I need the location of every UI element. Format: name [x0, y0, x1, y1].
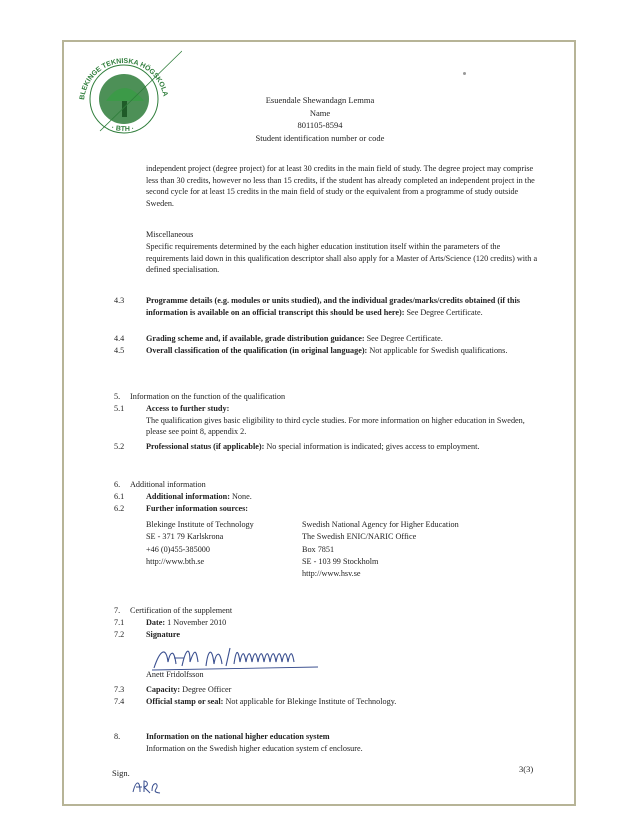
section-number: 8. [114, 732, 121, 741]
section-number: 6.1 [114, 492, 125, 501]
logo-text-top: BLEKINGE TEKNISKA HÖGSKOLA [79, 57, 169, 101]
section-heading: Grading scheme and, if available, grade distribution guidance: [146, 334, 365, 343]
source-line: SE - 371 79 Karlskrona [146, 532, 224, 542]
section-heading: Signature [146, 630, 180, 639]
section-heading: Further information sources: [146, 504, 249, 513]
section-number: 6. [114, 480, 121, 489]
section-heading: Access to further study: [146, 404, 230, 413]
section-text: The qualification gives basic eligibility to third cycle studies. For more information on higher education in Sweden, please see point 8, appendix 2. [146, 415, 525, 437]
section-number: 7.1 [114, 618, 125, 627]
logo-text-bottom: · BTH · [110, 124, 135, 134]
section-text: Information on the Swedish higher education system cf enclosure. [146, 743, 363, 753]
section-number: 7.2 [114, 630, 125, 639]
section-title: Certification of the supplement [130, 606, 233, 615]
misc-title: Miscellaneous [146, 230, 194, 239]
section-heading: Date: [146, 618, 166, 627]
source-line: Blekinge Institute of Technology [146, 520, 254, 529]
section-heading: Professional status (if applicable): [146, 442, 265, 451]
source-bth [146, 519, 254, 568]
student-name-label: Name [309, 107, 331, 118]
student-id: 801105-8594 [297, 120, 343, 130]
section-heading: Capacity: [146, 685, 181, 694]
section-heading: Additional information: [146, 492, 230, 501]
page-number: 3(3) [519, 764, 534, 774]
university-logo [70, 45, 182, 137]
source-line: SE - 103 99 Stockholm [302, 556, 379, 566]
section-text: Not applicable for Blekinge Institute of Technology. [223, 697, 397, 706]
section-text: See Degree Certificate. [364, 334, 443, 343]
section-heading: Programme details (e.g. modules or units studied), and the individual grades/marks/credits obtained (if this information is available on an official transcript this should be used here): [146, 296, 520, 317]
scan-speck [463, 72, 466, 75]
source-link: http://www.hsv.se [302, 569, 361, 579]
section-text: Degree Officer [180, 685, 232, 694]
handwritten-initials [130, 776, 170, 798]
section-text: None. [229, 492, 252, 501]
student-name: Esuendale Shewandagn Lemma [265, 95, 375, 105]
section-number: 5.2 [114, 442, 125, 451]
section-number: 4.3 [114, 296, 125, 305]
section-number: 4.4 [114, 334, 125, 343]
section-heading: Official stamp or seal: [146, 697, 224, 706]
section-heading: Information on the national higher education system [146, 732, 330, 741]
section-number: 5.1 [114, 404, 125, 413]
intro-paragraph: independent project (degree project) for at least 30 credits in the main field of study. The degree project may comprise less than 30 credits, however no less than 15 credits, if the student has already completed an independent project in the second cycle for at least 15 credits in the main field of study or the equivalent from a programme of study outside Sweden. [146, 164, 535, 208]
section-number: 5. [114, 392, 121, 401]
sign-label: Sign. [112, 768, 130, 778]
source-line: The Swedish ENIC/NARIC Office [302, 532, 417, 542]
section-number: 7.4 [114, 697, 125, 706]
section-text: 1 November 2010 [165, 618, 227, 627]
svg-text:· BTH · [111, 124, 134, 133]
section-number: 7.3 [114, 685, 125, 694]
section-title: Additional information [130, 480, 206, 489]
section-heading: Overall classification of the qualification (in original language): [146, 346, 368, 355]
source-line: +46 (0)455-385000 [146, 544, 210, 554]
section-text: Not applicable for Swedish qualifications. [367, 346, 508, 355]
section-number: 6.2 [114, 504, 125, 513]
source-line: Swedish National Agency for Higher Education [302, 520, 459, 529]
section-title: Information on the function of the qualification [130, 392, 286, 401]
misc-paragraph: Specific requirements determined by the each higher education institution itself within the parameters of the requirements laid down in this qualification descriptor shall also apply for a Master of Arts/Science (120 credits) with a defined specialisation. [146, 242, 538, 275]
student-header [200, 94, 440, 144]
section-text: See Degree Certificate. [404, 307, 483, 317]
section-number: 7. [114, 606, 121, 615]
source-line: Box 7851 [302, 544, 335, 554]
signatory-name: Anett Fridolfsson [146, 670, 204, 679]
student-id-label: Student identification number or code [255, 132, 385, 143]
section-number: 4.5 [114, 346, 125, 355]
section-text: No special information is indicated; gives access to employment. [264, 442, 480, 451]
source-link: http://www.bth.se [146, 556, 205, 566]
source-hsv [302, 519, 459, 580]
